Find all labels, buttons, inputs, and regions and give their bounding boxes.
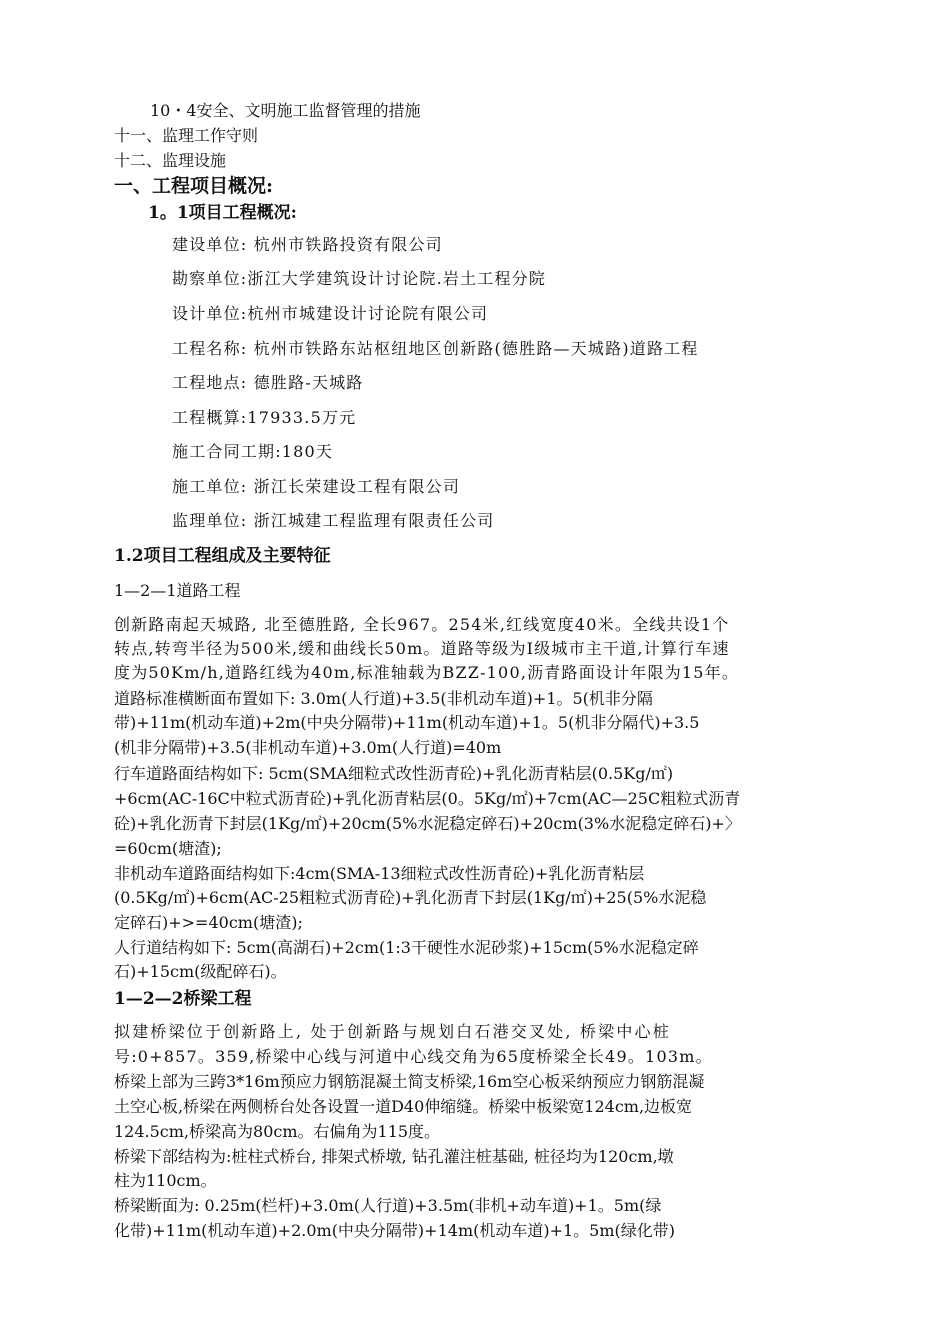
toc-item: 10・4安全、文明施工监督管理的措施 bbox=[150, 101, 421, 120]
info-line: 施工单位: 浙江长荣建设工程有限公司 bbox=[172, 477, 461, 496]
paragraph-line: 124.5cm,桥梁高为80cm。右偏角为115度。 bbox=[114, 1122, 441, 1141]
paragraph-line: 道路标准横断面布置如下: 3.0m(人行道)+3.5(非机动车道)+1。5(机非分隔 bbox=[114, 689, 653, 708]
subsection-title: 1.2项目工程组成及主要特征 bbox=[114, 546, 331, 566]
info-line: 设计单位:杭州市城建设计讨论院有限公司 bbox=[172, 304, 489, 323]
paragraph-line: 转点,转弯半径为500米,缓和曲线长50m。道路等级为I级城市主干道,计算行车速 bbox=[114, 639, 730, 658]
paragraph-line: 人行道结构如下: 5cm(高湖石)+2cm(1:3干硬性水泥砂浆)+15cm(5%水泥稳定碎 bbox=[114, 938, 699, 957]
paragraph-line: 号:0+857。359,桥梁中心线与河道中心线交角为65度桥梁全长49。103m。 bbox=[114, 1047, 713, 1066]
info-line: 建设单位: 杭州市铁路投资有限公司 bbox=[172, 235, 443, 254]
subsection-title: 1。1项目工程概况: bbox=[148, 203, 297, 223]
paragraph-line: (机非分隔带)+3.5(非机动车道)+3.0m(人行道)=40m bbox=[114, 738, 502, 757]
paragraph-line: 定碎石)+>=40cm(塘渣); bbox=[114, 913, 303, 932]
paragraph-line: 行车道路面结构如下: 5cm(SMA细粒式改性沥青砼)+乳化沥青粘层(0.5Kg/㎡) bbox=[114, 764, 674, 783]
paragraph-line: (0.5Kg/㎡)+6cm(AC-25粗粒式沥青砼)+乳化沥青下封层(1Kg/㎡)+25(5%水泥稳 bbox=[114, 888, 707, 907]
paragraph-line: 拟建桥梁位于创新路上, 处于创新路与规划白石港交叉处, 桥梁中心桩 bbox=[114, 1022, 671, 1041]
info-line: 勘察单位:浙江大学建筑设计讨论院.岩土工程分院 bbox=[172, 269, 547, 288]
paragraph-line: 化带)+11m(机动车道)+2.0m(中央分隔带)+14m(机动车道)+1。5m(绿化带) bbox=[114, 1221, 676, 1240]
info-line: 工程概算:17933.5万元 bbox=[172, 408, 357, 427]
subsection-heading: 1—2—1道路工程 bbox=[114, 581, 241, 600]
toc-item: 十二、监理设施 bbox=[114, 151, 227, 170]
info-line: 工程名称: 杭州市铁路东站枢纽地区创新路(德胜路—天城路)道路工程 bbox=[172, 339, 699, 358]
section-title: 一、工程项目概况: bbox=[114, 175, 274, 197]
paragraph-line: 桥梁下部结构为:桩柱式桥台, 排架式桥墩, 钻孔灌注桩基础, 桩径均为120cm,墩 bbox=[114, 1147, 674, 1166]
paragraph-line: 度为50Km/h,道路红线为40m,标准轴载为BZZ-100,沥青路面设计年限为15年。 bbox=[114, 663, 740, 682]
paragraph-line: +6cm(AC-16C中粒式沥青砼)+乳化沥青粘层(0。5Kg/㎡)+7cm(AC—25C粗粒式沥青 bbox=[114, 789, 741, 808]
paragraph-line: =60cm(塘渣); bbox=[114, 839, 222, 858]
info-line: 监理单位: 浙江城建工程监理有限责任公司 bbox=[172, 511, 495, 530]
toc-item: 十一、监理工作守则 bbox=[114, 126, 259, 145]
paragraph-line: 带)+11m(机动车道)+2m(中央分隔带)+11m(机动车道)+1。5(机非分隔代)+3.5 bbox=[114, 713, 700, 732]
subsection-heading: 1—2—2桥梁工程 bbox=[114, 989, 252, 1009]
paragraph-line: 石)+15cm(级配碎石)。 bbox=[114, 962, 287, 981]
paragraph-line: 创新路南起天城路, 北至德胜路, 全长967。254米,红线宽度40米。全线共设1个 bbox=[114, 615, 730, 634]
paragraph-line: 柱为110cm。 bbox=[114, 1171, 217, 1190]
paragraph-line: 土空心板,桥梁在两侧桥台处各设置一道D40伸缩缝。桥梁中板梁宽124cm,边板宽 bbox=[114, 1097, 693, 1116]
paragraph-line: 桥梁断面为: 0.25m(栏杆)+3.0m(人行道)+3.5m(非机+动车道)+1。5m(绿 bbox=[114, 1196, 662, 1215]
info-line: 施工合同工期:180天 bbox=[172, 442, 334, 461]
paragraph-line: 非机动车道路面结构如下:4cm(SMA-13细粒式改性沥青砼)+乳化沥青粘层 bbox=[114, 864, 645, 883]
info-line: 工程地点: 德胜路-天城路 bbox=[172, 373, 364, 392]
paragraph-line: 砼)+乳化沥青下封层(1Kg/㎡)+20cm(5%水泥稳定碎石)+20cm(3%水泥稳定碎石)+〉 bbox=[114, 814, 741, 833]
paragraph-line: 桥梁上部为三跨3*16m预应力钢筋混凝土简支桥梁,16m空心板采纳预应力钢筋混凝 bbox=[114, 1072, 705, 1091]
